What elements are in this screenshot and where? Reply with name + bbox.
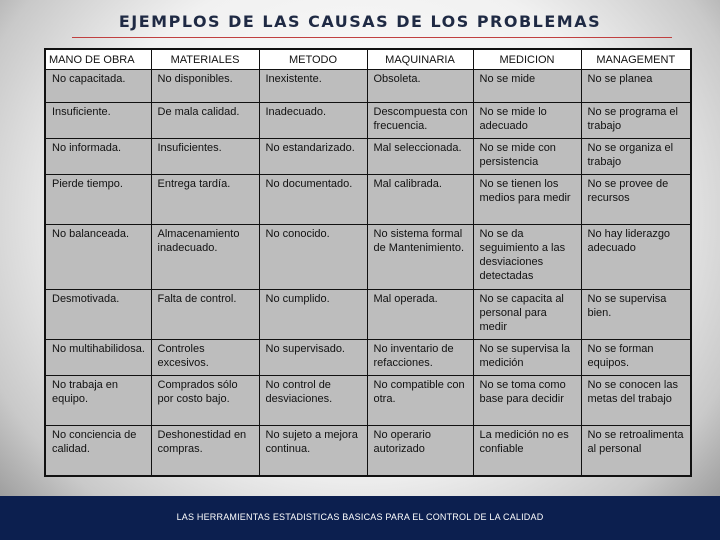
footer-bar <box>0 496 720 540</box>
cell-mano-de-obra: Insuficiente. <box>45 103 151 139</box>
table-row <box>45 290 691 340</box>
cell-metodo: No conocido. <box>259 225 367 290</box>
cell-materiales: Entrega tardía. <box>151 175 259 225</box>
cell-materiales: De mala calidad. <box>151 103 259 139</box>
causes-table <box>44 48 692 477</box>
cell-metodo: No cumplido. <box>259 290 367 340</box>
table-row <box>45 103 691 139</box>
cell-materiales: Comprados sólo por costo bajo. <box>151 376 259 426</box>
cell-metodo: No estandarizado. <box>259 139 367 175</box>
cell-mano-de-obra: No capacitada. <box>45 70 151 103</box>
cell-medicion: No se mide lo adecuado <box>473 103 581 139</box>
cell-management: No se provee de recursos <box>581 175 691 225</box>
cell-medicion: No se mide <box>473 70 581 103</box>
cell-management: No se programa el trabajo <box>581 103 691 139</box>
cell-management: No se supervisa bien. <box>581 290 691 340</box>
cell-mano-de-obra: Pierde tiempo. <box>45 175 151 225</box>
cell-medicion: No se supervisa la medición <box>473 340 581 376</box>
table-row <box>45 376 691 426</box>
cell-medicion: No se mide con persistencia <box>473 139 581 175</box>
cell-maquinaria: Mal seleccionada. <box>367 139 473 175</box>
cell-materiales: Falta de control. <box>151 290 259 340</box>
cell-mano-de-obra: Desmotivada. <box>45 290 151 340</box>
cell-materiales: Controles excesivos. <box>151 340 259 376</box>
cell-maquinaria: No operario autorizado <box>367 426 473 476</box>
cell-medicion: No se toma como base para decidir <box>473 376 581 426</box>
header-mano-de-obra: MANO DE OBRA <box>45 49 151 70</box>
header-metodo: METODO <box>259 49 367 70</box>
header-materiales: MATERIALES <box>151 49 259 70</box>
cell-metodo: Inexistente. <box>259 70 367 103</box>
cell-medicion: No se tienen los medios para medir <box>473 175 581 225</box>
cell-management: No se organiza el trabajo <box>581 139 691 175</box>
cell-metodo: No sujeto a mejora continua. <box>259 426 367 476</box>
footer-text: LAS HERRAMIENTAS ESTADISTICAS BASICAS PARA EL CONTROL DE LA CALIDAD <box>176 512 544 522</box>
cell-management: No se forman equipos. <box>581 340 691 376</box>
cell-management: No se conocen las metas del trabajo <box>581 376 691 426</box>
cell-materiales: Deshonestidad en compras. <box>151 426 259 476</box>
table-header-row <box>45 49 691 70</box>
cell-management: No se planea <box>581 70 691 103</box>
page-title: EJEMPLOS DE LAS CAUSAS DE LOS PROBLEMAS <box>118 12 602 31</box>
cell-mano-de-obra: No trabaja en equipo. <box>45 376 151 426</box>
cell-medicion: La medición no es confiable <box>473 426 581 476</box>
cell-mano-de-obra: No conciencia de calidad. <box>45 426 151 476</box>
cell-materiales: Insuficientes. <box>151 139 259 175</box>
cell-maquinaria: No compatible con otra. <box>367 376 473 426</box>
cell-management: No hay liderazgo adecuado <box>581 225 691 290</box>
table-row <box>45 426 691 476</box>
cell-metodo: No control de desviaciones. <box>259 376 367 426</box>
cell-mano-de-obra: No multihabilidosa. <box>45 340 151 376</box>
table-row <box>45 175 691 225</box>
cell-materiales: Almacenamiento inadecuado. <box>151 225 259 290</box>
cell-metodo: Inadecuado. <box>259 103 367 139</box>
cell-maquinaria: No sistema formal de Mantenimiento. <box>367 225 473 290</box>
header-maquinaria: MAQUINARIA <box>367 49 473 70</box>
cell-mano-de-obra: No informada. <box>45 139 151 175</box>
cell-medicion: No se capacita al personal para medir <box>473 290 581 340</box>
cell-metodo: No supervisado. <box>259 340 367 376</box>
cell-maquinaria: Mal operada. <box>367 290 473 340</box>
cell-materiales: No disponibles. <box>151 70 259 103</box>
cell-medicion: No se da seguimiento a las desviaciones detectadas <box>473 225 581 290</box>
header-medicion: MEDICION <box>473 49 581 70</box>
table-row <box>45 70 691 103</box>
cell-maquinaria: Mal calibrada. <box>367 175 473 225</box>
table-row <box>45 225 691 290</box>
title-underline <box>72 37 672 38</box>
table-row <box>45 139 691 175</box>
table-row <box>45 340 691 376</box>
cell-maquinaria: Descompuesta con frecuencia. <box>367 103 473 139</box>
header-management: MANAGEMENT <box>581 49 691 70</box>
cell-maquinaria: Obsoleta. <box>367 70 473 103</box>
cell-mano-de-obra: No balanceada. <box>45 225 151 290</box>
cell-metodo: No documentado. <box>259 175 367 225</box>
cell-maquinaria: No inventario de refacciones. <box>367 340 473 376</box>
cell-management: No se retroalimenta al personal <box>581 426 691 476</box>
